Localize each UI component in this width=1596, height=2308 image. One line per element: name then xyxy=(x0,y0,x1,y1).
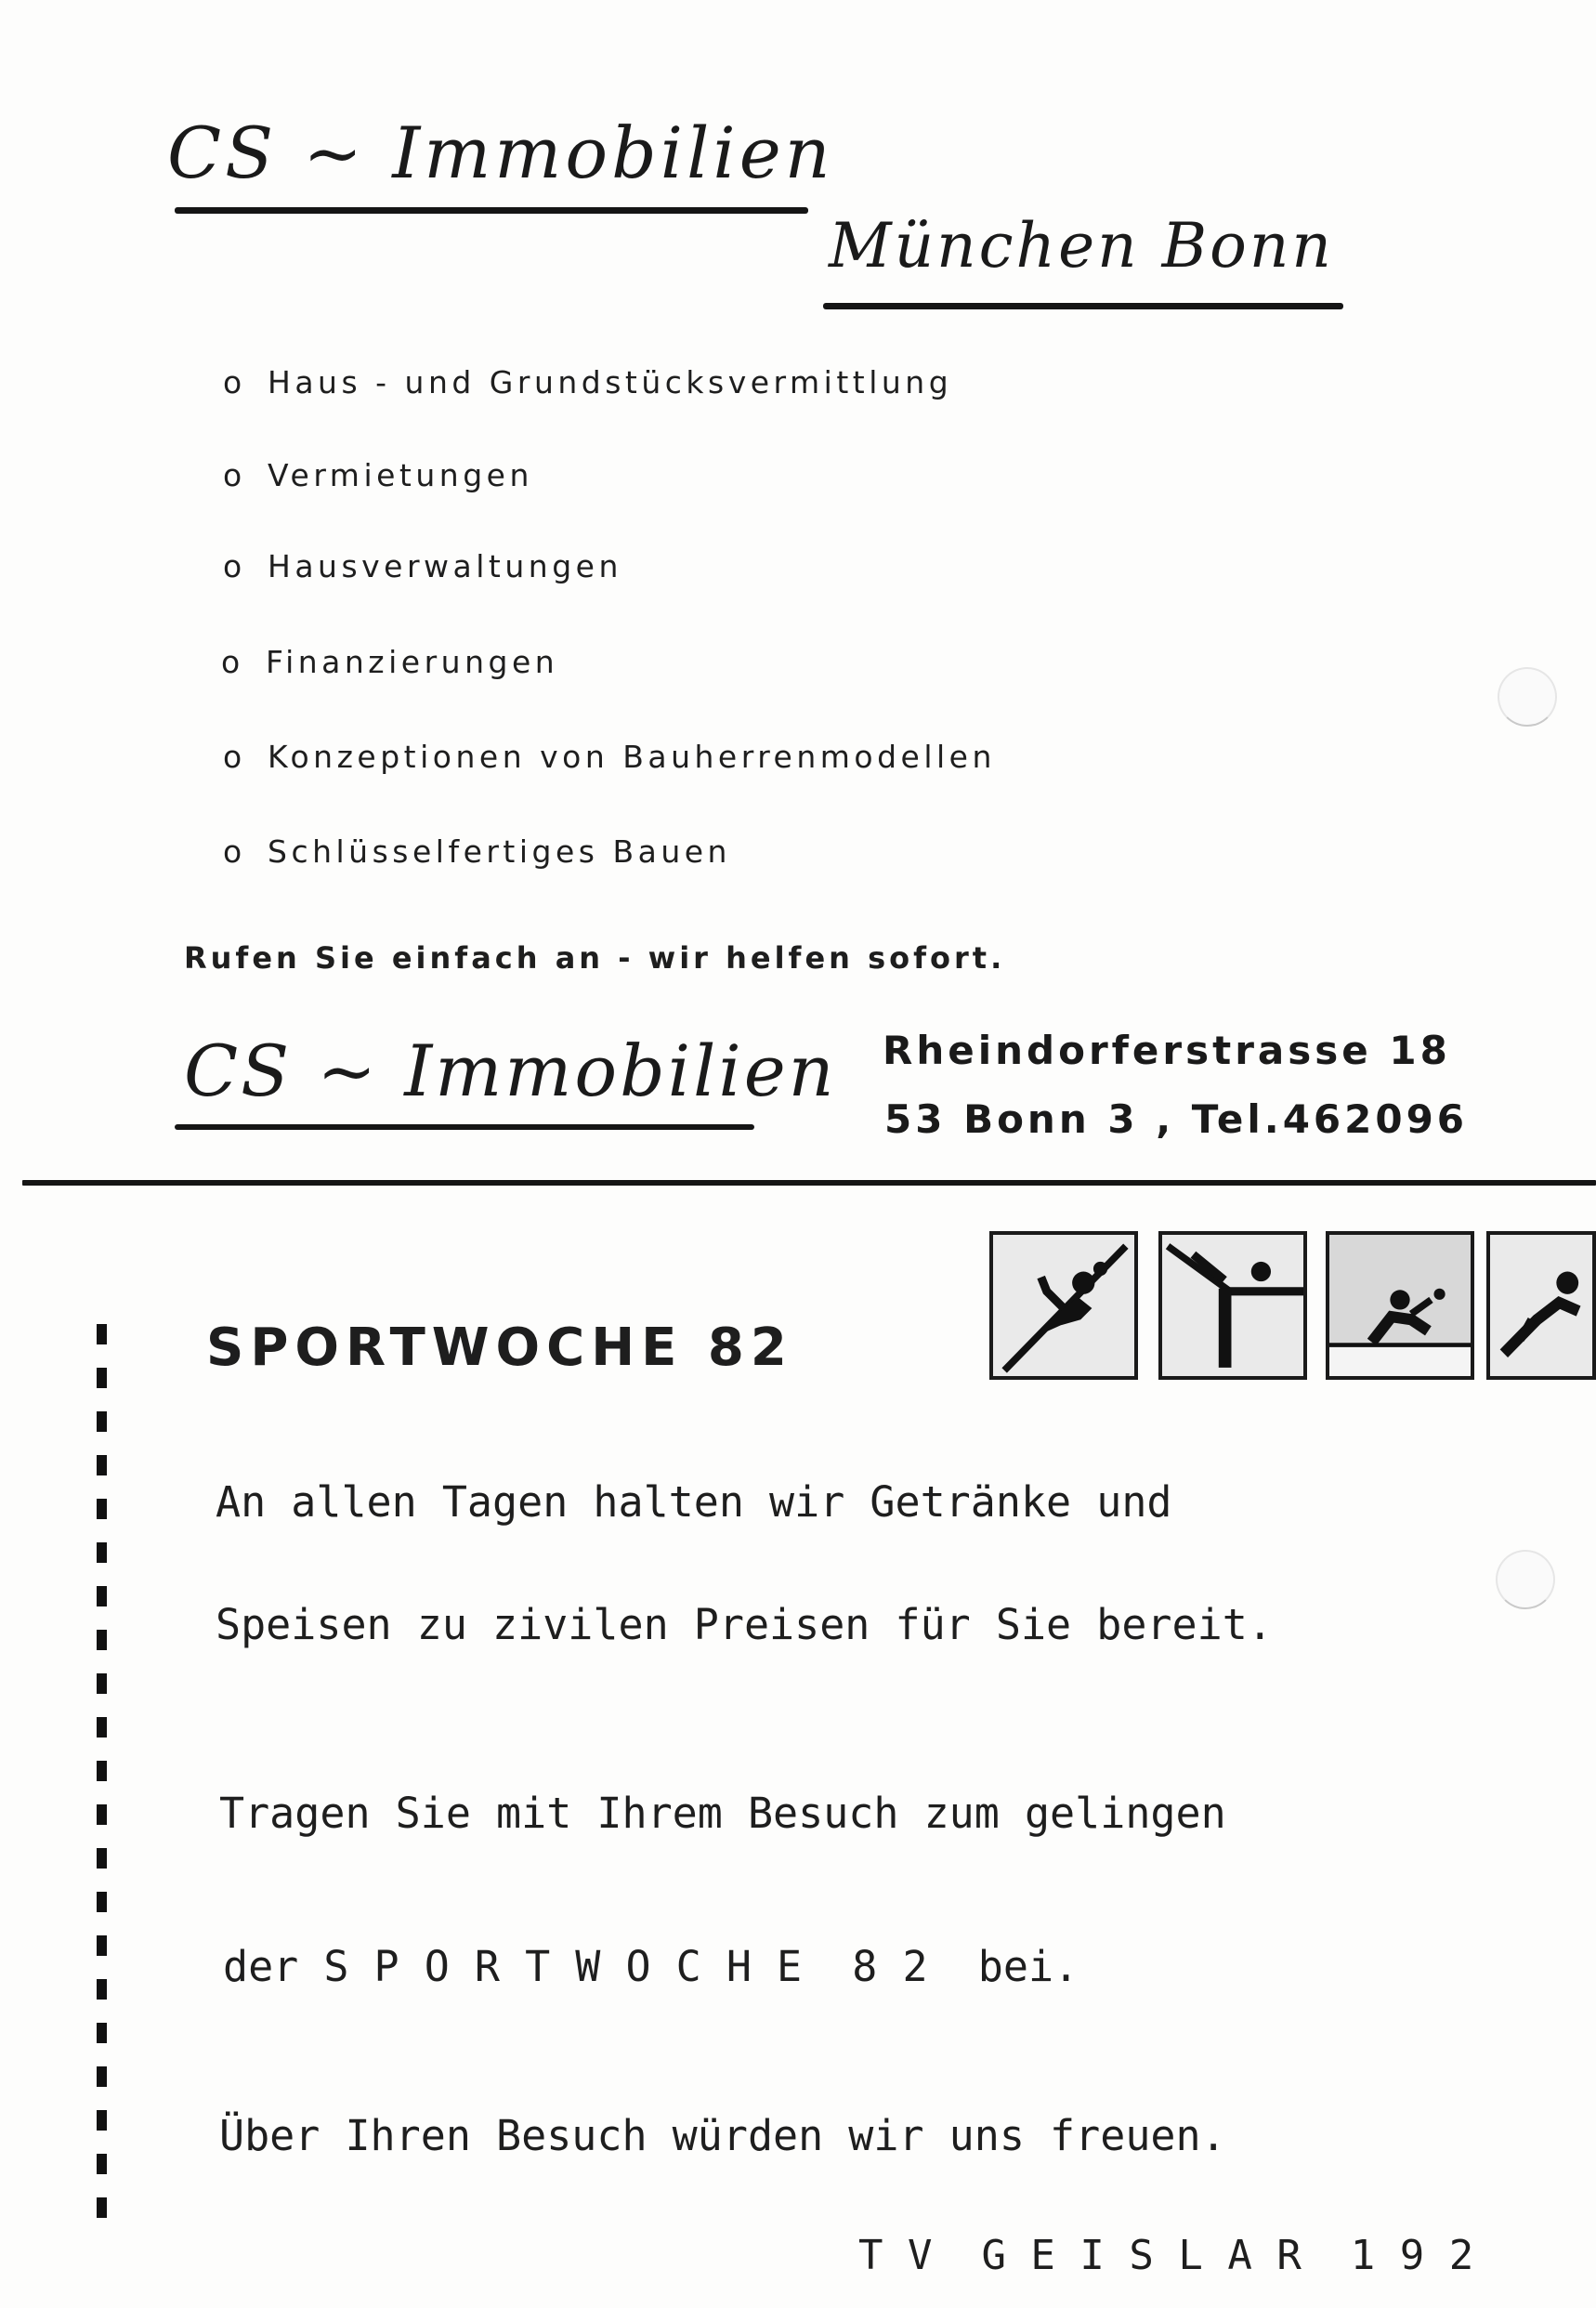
service-item: o Finanzierungen xyxy=(221,644,559,680)
address-city-phone: 53 Bonn 3 , Tel.462096 xyxy=(884,1096,1469,1142)
service-item: o Schlüsselfertiges Bauen xyxy=(223,833,731,870)
punch-hole xyxy=(1498,667,1557,727)
company-underline xyxy=(175,207,808,214)
cities-underline xyxy=(823,303,1343,309)
sportwoche-text-line: Tragen Sie mit Ihrem Besuch zum gelingen xyxy=(219,1789,1226,1838)
list-bullet: o xyxy=(223,548,246,584)
club-signature: T V G E I S L A R 1 9 2 xyxy=(858,2232,1474,2279)
company-underline-footer xyxy=(175,1124,754,1130)
service-item: o Hausverwaltungen xyxy=(223,548,622,584)
list-bullet: o xyxy=(221,644,244,680)
call-to-action: Rufen Sie einfach an - wir helfen sofort. xyxy=(184,940,1006,976)
address-street: Rheindorferstrasse 18 xyxy=(883,1028,1451,1073)
list-bullet: o xyxy=(223,739,246,775)
company-name-script-footer: CS ~ Immobilien xyxy=(184,1029,837,1112)
cities-script: München Bonn xyxy=(829,210,1334,282)
runner-icon xyxy=(1486,1231,1596,1380)
list-bullet: o xyxy=(223,457,246,493)
section-divider xyxy=(22,1180,1596,1186)
sportwoche-text-line: Speisen zu zivilen Preisen für Sie bereit. xyxy=(216,1600,1273,1649)
service-item: o Vermietungen xyxy=(223,457,533,493)
list-bullet: o xyxy=(223,833,246,870)
company-name-script: CS ~ Immobilien xyxy=(167,111,834,194)
karate-kick-icon xyxy=(1158,1231,1307,1380)
sportwoche-text-line: An allen Tagen halten wir Getränke und xyxy=(216,1477,1172,1527)
list-bullet: o xyxy=(223,364,246,400)
service-item: o Haus - und Grundstücksvermittlung xyxy=(223,364,953,400)
perforation-edge xyxy=(97,1324,111,2272)
punch-hole xyxy=(1496,1550,1555,1609)
service-item: o Konzeptionen von Bauherrenmodellen xyxy=(223,739,996,775)
sportwoche-text-line: Über Ihren Besuch würden wir uns freuen. xyxy=(219,2111,1226,2160)
sportwoche-text-line: der S P O R T W O C H E 8 2 bei. xyxy=(223,1942,1079,1991)
table-tennis-icon xyxy=(1326,1231,1474,1380)
sportwoche-title: SPORTWOCHE 82 xyxy=(206,1318,793,1378)
handball-icon xyxy=(989,1231,1138,1380)
